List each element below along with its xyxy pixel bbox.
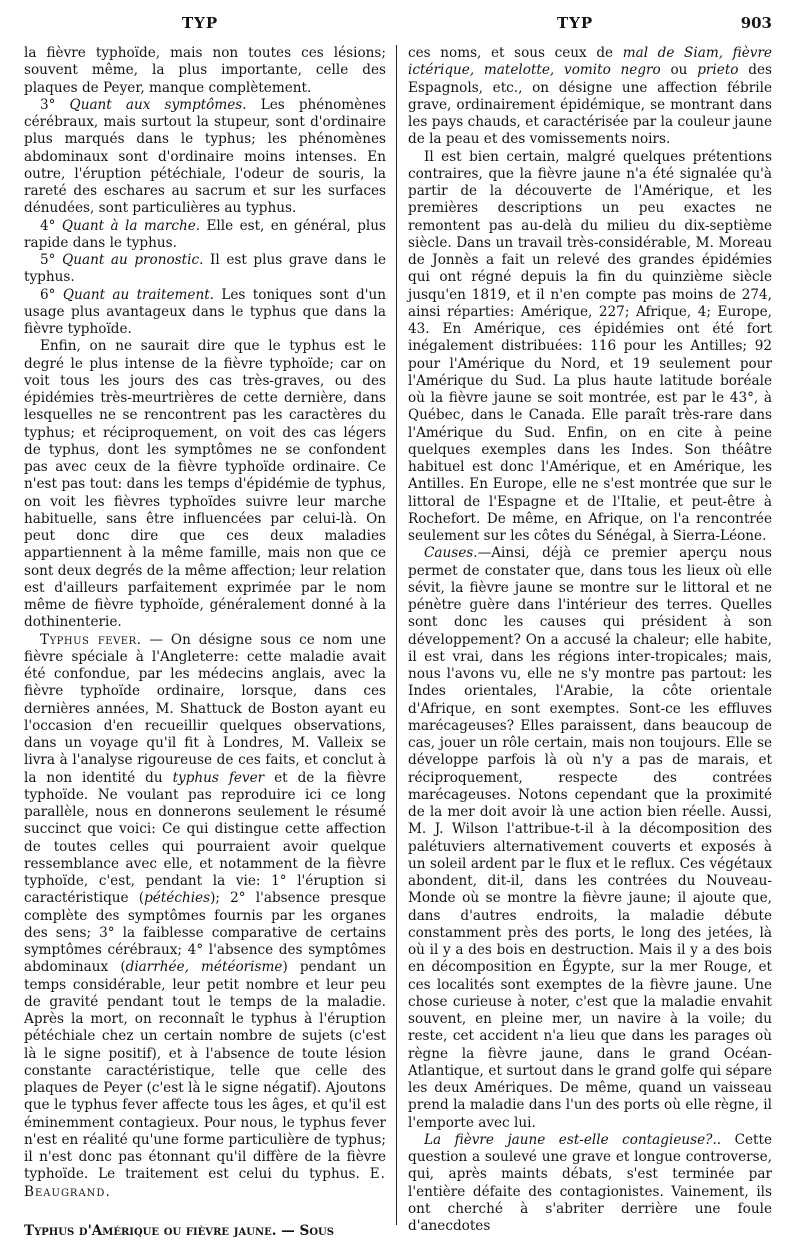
paragraph <box>24 632 386 1201</box>
section-label: Causes. <box>424 545 478 562</box>
italic-term: prieto <box>697 62 739 79</box>
paragraph: Enfin, on ne saurait dire que le typhus est le degré le plus intense de la fièvre typhoïde; car on voit tous les jours des cas très-graves, ou des épidémies très-meurtrières de cette dernière, dans lesquelles ne se rencontrent pas les caractères du typhus; et réciproquement, on voit des cas légers de typhus, dont les symptômes ne se confondent pas avec ceux de la fièvre typhoïde ordinaire. Ce n'est pas tout: dans les temps d'épidémie de typhus, on voit les fièvres typhoïdes suivre leur marche habituelle, sans être influencées par celui-là. On peut donc dire que ces deux maladies appartiennent à la même famille, mais non que ce sont deux degrés de la même affection; leur relation est d'ailleurs parfaitement exprimée par le nom même de fièvre typhoïde, généralement donné à la dothinenterie. <box>24 338 386 631</box>
entry-title: Typhus d'Amérique ou fièvre jaune. — Sous <box>24 1222 334 1239</box>
paragraph: la fièvre typhoïde, mais non toutes ces lésions; souvent même, la plus importante, celle des plaques de Peyer, manque complètement. <box>24 45 386 96</box>
italic-term: pétéchies <box>144 890 211 907</box>
italic-term: mal de Siam, fièvre ictérique, matelotte, vomito negro <box>408 45 772 79</box>
paragraph-text: ) pendant un temps considérable, leur petit nombre et leur peu de gravité pendant tout le temps de la maladie. Après la mort, on reconnaît le typhus à l'éruption pétéchiale chez un certain nombre de sujets (c'est là le signe positif), et à l'absence de toute lésion constante caractéristique, telle que celle des plaques de Peyer (c'est là le signe négatif). Ajoutons que le typhus fever affecte tous les âges, et qu'il est éminemment contagieux. Pour nous, le typhus fever n'est en réalité qu'une forme particulière de typhus; il n'est donc pas étonnant qu'il diffère de la fièvre typhoïde. Le traitement est celui du typhus. <box>24 959 386 1183</box>
left-column <box>24 45 386 1240</box>
paragraph: Il est bien certain, malgré quelques prétentions contraires, que la fièvre jaune n'a été signalée qu'à partir de la découverte de l'Amérique, et les premières descriptions un peu exactes ne remontent pas au-delà du milieu du dix-septième siècle. Dans un travail très-considérable, M. Moreau de Jonnès a fait un relevé des grandes épidémies qui ont régné depuis la fin du quinzième siècle jusqu'en 1819, et il n'en compte pas moins de 274, ainsi réparties: Amérique, 227; Afrique, 4; Europe, 43. En Amérique, ces épidémies ont été fort inégalement distribuées: 116 pour les Antilles; 92 pour l'Amérique du Nord, et 19 seulement pour l'Amérique du Sud. La plus haute latitude boréale où la fièvre jaune se soit montrée, est par le 43°, à Québec, dans le Canada. Elle paraît très-rare dans l'Amérique du Sud. Enfin, on en cite à peine quelques exemples dans les Indes. Son théâtre habituel est donc l'Amérique, et en Amérique, les Antilles. En Europe, elle ne s'est montrée que sur le littoral de l'Espagne et de l'Italie, et peut-être à Rochefort. De même, en Afrique, on l'a rencontrée seulement sur les côtes du Sénégal, à Sierra-Léone. <box>408 148 772 544</box>
italic-term: diarrhée, météorisme <box>125 959 283 976</box>
paragraph <box>24 287 386 339</box>
author-signature: E. Beaugrand. <box>24 1166 386 1200</box>
right-running-head: TYP <box>557 14 594 32</box>
italic-term: typhus fever <box>172 769 265 786</box>
section-label: Quant au pronostic. <box>62 252 204 268</box>
list-number: 5° <box>40 252 56 268</box>
section-label: Quant au traitement. <box>62 286 214 303</box>
right-column <box>408 45 772 1235</box>
paragraph-text: des Espagnols, etc., on désigne une affection fébrile grave, ordinairement épidémique, se montrant dans les pays chauds, et caractérisée par la couleur jaune de la peau et des vomissements noirs. <box>408 62 772 148</box>
left-running-head: TYP <box>182 14 219 32</box>
list-number: 3° <box>40 96 56 113</box>
list-number: 4° <box>40 217 56 234</box>
paragraph-text: et de la fièvre typhoïde. Ne voulant pas reproduire ici ce long parallèle, nous en donnerons seulement le résumé succinct que voici: Ce qui distingue cette affection de toutes celles qui pourraient avoir quelque ressemblance avec elle, et notamment de la fièvre typhoïde, c'est, pendant la vie: 1° l'éruption si caractéristique ( <box>24 769 386 907</box>
section-label: La fièvre jaune est-elle contagieuse?.. <box>424 1131 722 1148</box>
paragraph-text: Les toniques sont d'un usage plus avantageux dans le typhus que dans la fièvre typhoïde. <box>24 286 386 337</box>
paragraph-text: Cette question a soulevé une grave et longue controverse, qui, après maints débats, s'est terminée par l'entière défaite des contagionistes. Vainement, ils ont cherché à s'abriter derrière une foule d'anecdotes <box>408 1131 773 1234</box>
section-label: Quant aux symptômes. <box>69 96 247 113</box>
paragraph-text: ces noms, et sous ceux de <box>408 45 614 61</box>
paragraph-text: — On désigne sous ce nom une fièvre spéciale à l'Angleterre: cette maladie avait été confondue, par les médecins anglais, avec la fièvre typhoïde ordinaire, lorsque, dans ces dernières années, M. Shattuck de Boston ayant eu l'occasion d'en recueillir quelques observations, dans un voyage qu'il fit à Londres, M. Valleix se livra à l'analyse rigoureuse de ces faits, et conclut à la non identité du <box>24 631 386 786</box>
paragraph-text: Elle est, en général, plus rapide dans le typhus. <box>24 217 386 251</box>
column-divider <box>396 45 397 1225</box>
paragraph <box>408 45 772 149</box>
page-number: 903 <box>740 14 772 32</box>
paragraph <box>408 1132 772 1236</box>
paragraph <box>24 252 386 287</box>
paragraph <box>408 545 772 1132</box>
paragraph <box>24 218 386 253</box>
section-label: Quant à la marche. <box>61 217 201 234</box>
paragraph <box>24 97 386 218</box>
paragraph-text: Les phénomènes cérébraux, mais surtout la stupeur, sont d'ordinaire plus marqués dans le typhus; les phénomènes abdominaux sont d'ordinaire moins intenses. En outre, l'éruption pétéchiale, l'odeur de souris, la rareté des eschares au sacrum et sur les surfaces dénudées, sont particulières au typhus. <box>24 96 386 217</box>
list-number: 6° <box>40 286 56 303</box>
paragraph-text: Il est plus grave dans le typhus. <box>24 252 386 286</box>
spacer <box>24 1201 386 1219</box>
running-header <box>22 10 772 40</box>
entry-heading: Typhus fever. <box>40 631 142 648</box>
paragraph-text: ); 2° l'absence presque complète des symptômes fournis par les organes des sens; 3° la faiblesse comparative de certains symptômes cérébraux; 4° l'absence des symptômes abdominaux ( <box>24 890 387 976</box>
paragraph-text: —Ainsi, déjà ce premier aperçu nous permet de constater que, dans tous les lieux où elle sévit, la fièvre jaune se montre sur le littoral et ne pénètre guère dans l'intérieur des terres. Quelles sont donc les causes qui président à son développement? On a accusé la chaleur; elle habite, il est vrai, dans les régions inter-tropicales; mais, nous l'avons vu, elle ne s'y montre pas partout: les Indes orientales, l'Arabie, la côte orientale d'Afrique, en sont exemptes. Sont-ce les effluves marécageuses? Elles paraissent, dans beaucoup de cas, jouer un rôle certain, mais non toujours. Elle se développe parfois là où n'y a pas de marais, et réciproquement, respecte des contrées marécageuses. Notons cependant que la proximité de la mer doit avoir là une action bien réelle. Aussi, M. J. Wilson l'attribue-t-il à la décomposition des palétuviers alternativement couverts et exposés à un soleil ardent par le flux et le reflux. Ces végétaux abondent, dit-il, dans les contrées du Nouveau-Monde où se montre la fièvre jaune; il ajoute que, dans d'autres endroits, la maladie débute constamment près des ports, le long des jetées, là où il y a des bois en destruction. Mais il y a des bois en décomposition en Égypte, sur la mer Rouge, et ces localités sont exemptes de la fièvre jaune. Une chose curieuse à noter, c'est que la maladie envahit souvent, en pleine mer, un navire à la voile; du reste, cet accident n'a lieu que dans les parages où règne la fièvre jaune, dans le grand Océan-Atlantique, et surtout dans le grand golfe qui sépare les deux Amériques. De même, quand un vaisseau prend la maladie dans l'un des ports où elle règne, il l'emporte avec lui. <box>408 545 772 1131</box>
paragraph-text: ou <box>670 62 688 79</box>
